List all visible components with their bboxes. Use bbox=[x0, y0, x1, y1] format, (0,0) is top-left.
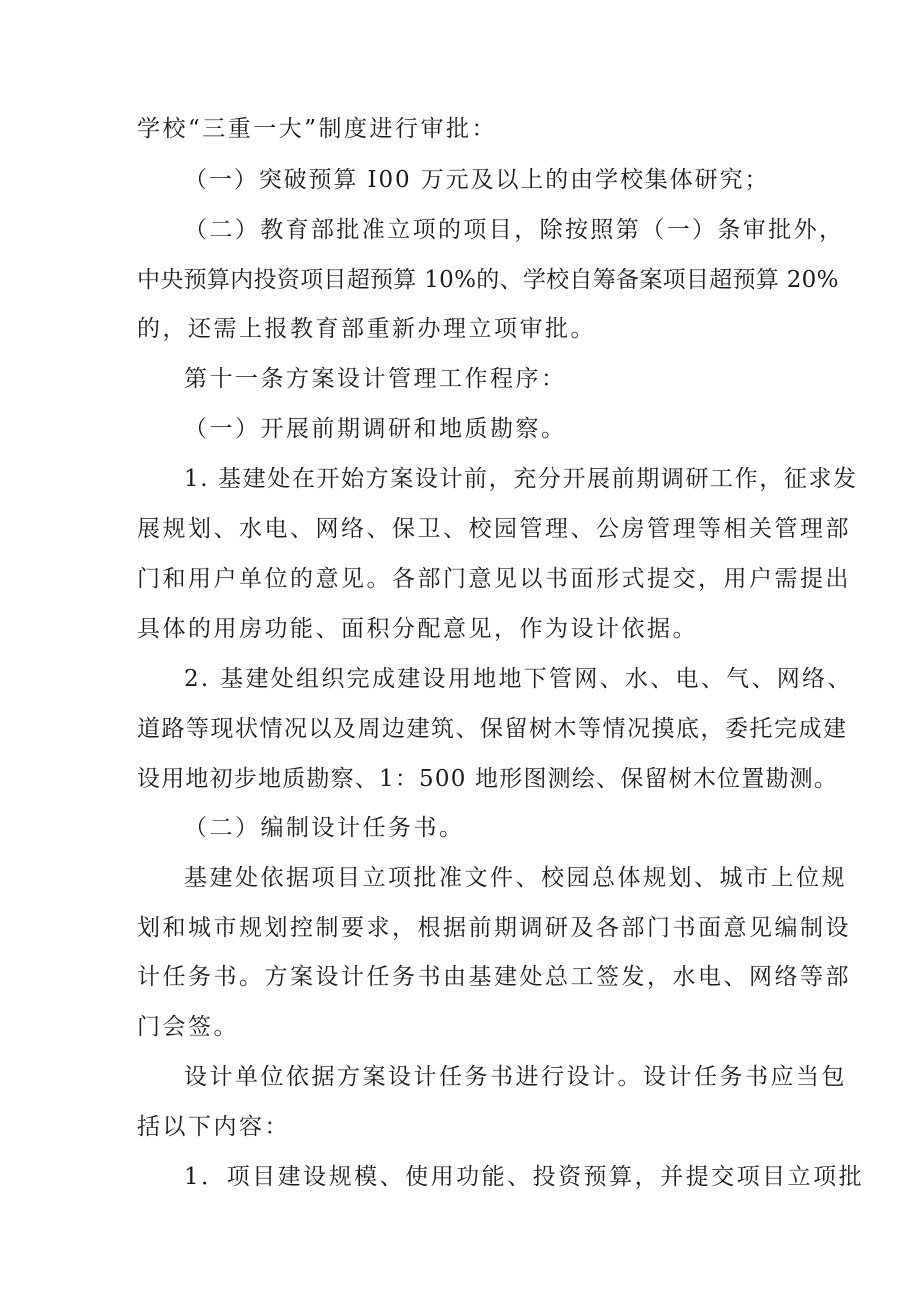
text-line: 具体的用房功能、面积分配意见，作为设计依据。 bbox=[137, 616, 698, 642]
text-line: （二）教育部批准立项的项目，除按照第（一）条审批外， bbox=[184, 217, 845, 243]
text-line: 括以下内容： bbox=[137, 1114, 290, 1140]
subsection-heading: （一）开展前期调研和地质勘察。 bbox=[184, 416, 567, 442]
text-line: 基建处依据项目立项批准文件、校园总体规划、城市上位规 bbox=[184, 865, 847, 891]
section-heading: 第十一条方案设计管理工作程序： bbox=[184, 366, 567, 392]
text-line: 计任务书。方案设计任务书由基建处总工签发，水电、网络等部 bbox=[137, 964, 851, 990]
text-line: 道路等现状情况以及周边建筑、保留树木等情况摸底，委托完成建 bbox=[137, 716, 848, 742]
text-line: 中央预算内投资项目超预算 10%的、学校自筹备案项目超预算 20% bbox=[137, 267, 839, 293]
text-line: 1. 基建处在开始方案设计前，充分开展前期调研工作，征求发 bbox=[184, 466, 858, 492]
text-line: （一）突破预算 I00 万元及以上的由学校集体研究； bbox=[184, 167, 770, 193]
subsection-heading: （二）编制设计任务书。 bbox=[184, 815, 465, 841]
text-line: 划和城市规划控制要求，根据前期调研及各部门书面意见编制设 bbox=[137, 915, 851, 941]
text-line: 学校“三重一大”制度进行审批： bbox=[137, 116, 498, 142]
text-line: 设用地初步地质勘察、1：500 地形图测绘、保留树木位置勘测。 bbox=[137, 766, 839, 792]
text-line: 的，还需上报教育部重新办理立项审批。 bbox=[137, 316, 596, 342]
text-line: 2. 基建处组织完成建设用地地下管网、水、电、气、网络、 bbox=[184, 666, 853, 692]
text-line: 门会签。 bbox=[137, 1014, 239, 1040]
text-line: 门和用户单位的意见。各部门意见以书面形式提交，用户需提出 bbox=[137, 566, 851, 592]
text-line: 展规划、水电、网络、保卫、校园管理、公房管理等相关管理部 bbox=[137, 516, 851, 542]
text-line: 设计单位依据方案设计任务书进行设计。设计任务书应当包 bbox=[184, 1064, 847, 1090]
text-line: 1．项目建设规模、使用功能、投资预算，并提交项目立项批 bbox=[184, 1164, 865, 1190]
